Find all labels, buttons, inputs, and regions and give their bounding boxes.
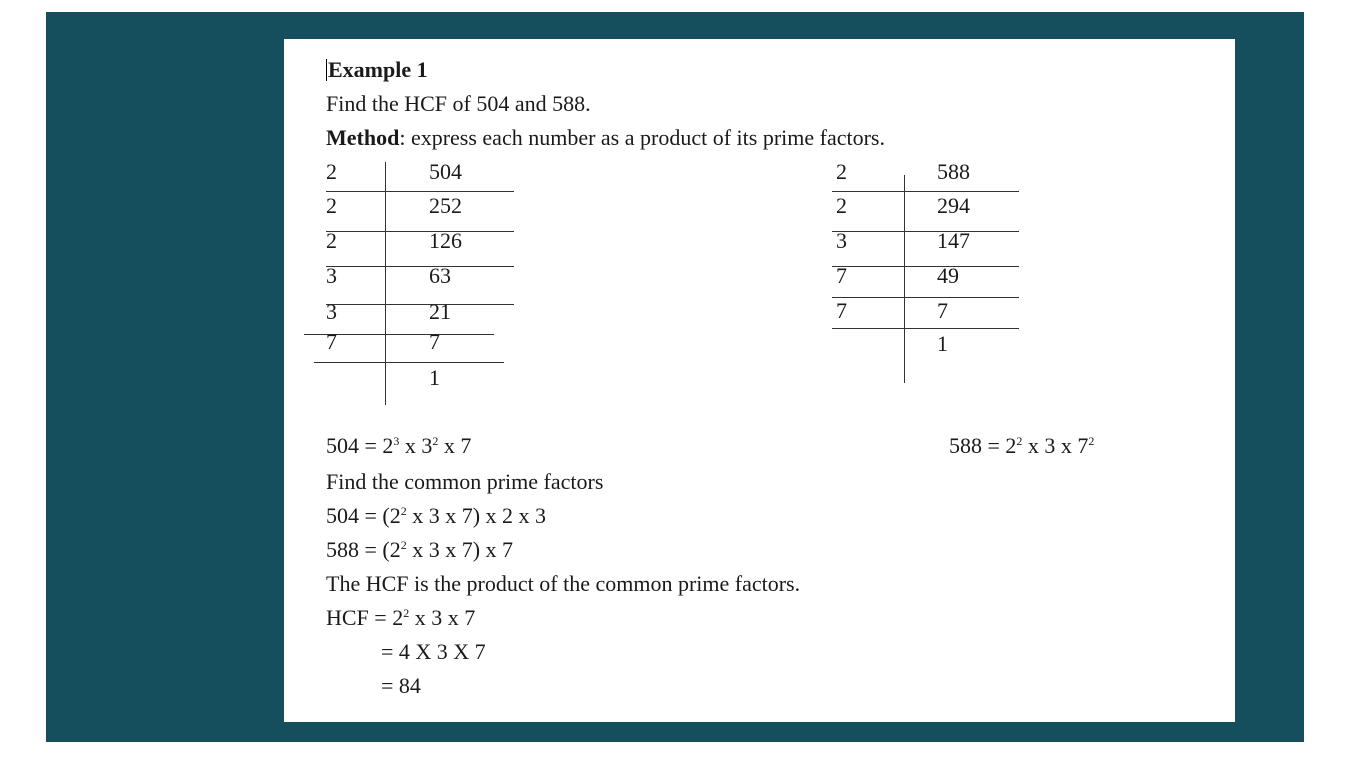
hcf-line-1: HCF = $2^2$ x 3 x 7 [326,605,476,630]
ladder-504-divisor: 3 [326,299,337,324]
ladder-504-rule [326,266,514,267]
ladder-504-rule [326,304,514,305]
ladder-588-divisor: 7 [836,298,847,323]
ladder-504-divisor: 2 [326,228,337,253]
ladder-588-rule [832,266,1019,267]
ladder-588-rule [832,328,1019,329]
ladder-504-divisor: 2 [326,159,337,184]
ladder-588-divisor: 2 [836,193,847,218]
question: Find the HCF of 504 and 588. [326,91,591,116]
common-588: $588 = (2^2$ x 3 x 7) x 7 [326,537,514,562]
ladder-588-quotient: 7 [937,298,948,323]
ladder-588-quotient: 588 [937,159,970,184]
ladder-504-rule [314,362,504,363]
hcf-line-2: = 4 X 3 X 7 [381,639,486,664]
worked-example-page [284,39,1235,722]
ladder-588-divisor: 3 [836,228,847,253]
common-504: $504 = (2^2$ x 3 x 7) x 2 x 3 [326,503,547,528]
ladder-588-rule [832,191,1019,192]
factorisation-588: $588 = 2^2$ x 3 x $7^2$ [949,433,1095,458]
ladder-504-rule [326,231,514,232]
ladder-504-quotient: 7 [429,329,440,354]
ladder-504-divisor: 7 [326,329,337,354]
ladder-504-rule [326,191,514,192]
ladder-504-divisor: 3 [326,263,337,288]
ladder-588-quotient: 294 [937,193,970,218]
ladder-588-quotient: 49 [937,263,959,288]
text-cursor [326,59,327,81]
ladder-588-rule [832,297,1019,298]
common-heading: Find the common prime factors [326,469,604,494]
ladder-588-rule [832,231,1019,232]
method-label: Method [326,125,400,150]
ladder-504-quotient: 504 [429,159,462,184]
ladder-588-divisor: 2 [836,159,847,184]
method-line [326,125,885,151]
ladder-588-quotient: 1 [937,331,948,356]
ladder-504-quotient: 126 [429,228,462,253]
ladder-504-divider [385,162,386,405]
hcf-statement: The HCF is the product of the common prime factors. [326,571,801,596]
ladder-504-quotient: 252 [429,193,462,218]
ladder-504-quotient: 63 [429,263,451,288]
example-title: Example 1 [328,57,428,82]
ladder-588-divisor: 7 [836,263,847,288]
ladder-504-quotient: 1 [429,365,440,390]
ladder-588-quotient: 147 [937,228,970,253]
factorisation-504: $504 = 2^3$ x $3^2$ x 7 [326,433,472,458]
ladder-504-divisor: 2 [326,193,337,218]
ladder-504-quotient: 21 [429,299,451,324]
hcf-line-3: = 84 [381,673,421,698]
slide-background [46,12,1304,742]
method-text: : express each number as a product of its prime factors. [399,125,885,150]
ladder-588-divider [904,175,905,383]
